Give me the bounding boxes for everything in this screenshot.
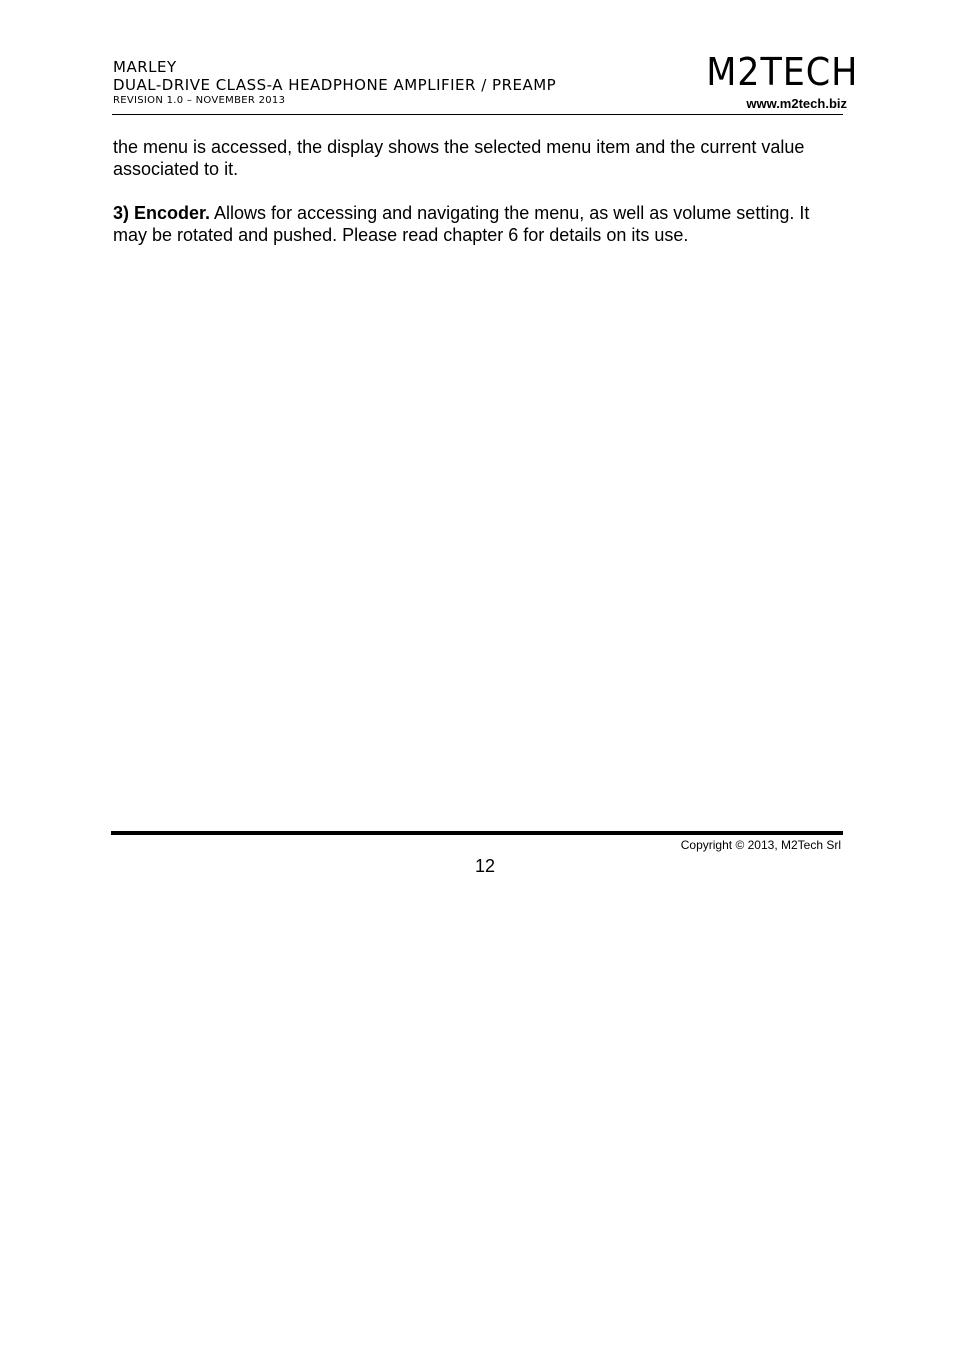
product-name: MARLEY — [113, 58, 177, 76]
copyright-notice: Copyright © 2013, M2Tech Srl — [680, 838, 841, 852]
encoder-description: Allows for accessing and navigating the menu, as well as volume setting. It may be rotated and pushed. Please read chapter 6 for details on its use. — [113, 203, 810, 245]
paragraph-menu-display: the menu is accessed, the display shows the selected menu item and the current value associated to it. — [113, 137, 805, 179]
m2tech-logo: M2TECH — [705, 50, 858, 94]
product-subtitle: DUAL-DRIVE CLASS-A HEADPHONE AMPLIFIER / PREAMP — [113, 76, 557, 94]
revision-info: REVISION 1.0 – NOVEMBER 2013 — [113, 95, 286, 106]
footer-divider — [111, 831, 843, 835]
page-number: 12 — [474, 856, 496, 876]
page-content — [113, 136, 833, 268]
website-url: www.m2tech.biz — [746, 96, 847, 111]
document-header — [113, 58, 556, 107]
paragraph-encoder — [113, 202, 833, 246]
encoder-label: 3) Encoder. — [113, 203, 211, 223]
header-divider — [112, 114, 843, 115]
